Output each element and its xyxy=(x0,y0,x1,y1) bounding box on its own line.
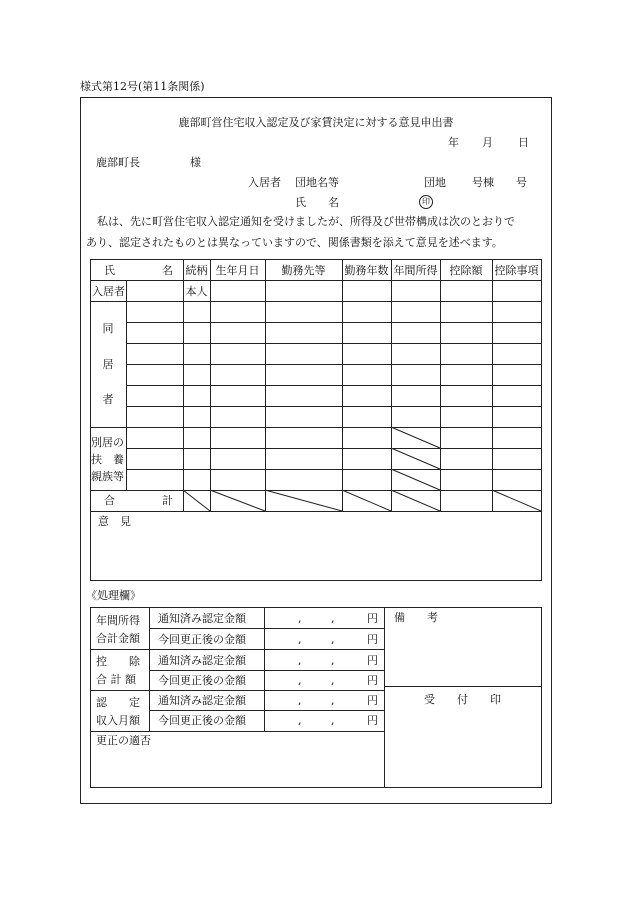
remarks-label: 備 考 xyxy=(394,611,438,624)
header-name-b: 名 xyxy=(162,264,173,277)
dependents-line-2: 扶 養 xyxy=(91,453,124,466)
group-1-row-2-sep1: , xyxy=(298,633,302,646)
header-birthdate: 生年月日 xyxy=(215,264,260,277)
group-2-label-line-1: 控 除 xyxy=(96,655,140,668)
unit-suffix: 号 xyxy=(516,176,527,189)
header-deduction: 控除額 xyxy=(449,264,483,277)
group-1-row-2-unit: 円 xyxy=(367,633,378,646)
group-1-row-1-label: 通知済み認定金額 xyxy=(158,612,246,625)
header-relation: 続柄 xyxy=(185,264,208,277)
date-day: 日 xyxy=(518,136,529,149)
header-name-a: 氏 xyxy=(104,264,115,277)
receipt-label: 受 付 印 xyxy=(424,693,501,706)
group-2-row-1-sep2: , xyxy=(331,654,335,667)
group-1-row-2-sep2: , xyxy=(331,633,335,646)
addressee-honorific: 様 xyxy=(190,156,201,169)
group-2-row-2-label: 今回更正後の金額 xyxy=(158,674,246,687)
resident-relation: 本人 xyxy=(185,285,208,298)
addressee-name: 鹿部町長 xyxy=(96,156,140,169)
dependents-line-3: 親族等 xyxy=(91,470,124,483)
group-3-label-line-1: 認 定 xyxy=(96,696,140,709)
group-1-row-1-unit: 円 xyxy=(367,612,378,625)
group-3-row-1-label: 通知済み認定金額 xyxy=(158,694,246,707)
applicant-label: 入居者 xyxy=(248,176,281,189)
group-1-label-line-2: 合計金額 xyxy=(96,632,140,645)
date-year: 年 xyxy=(448,136,459,149)
group-1-row-1-sep1: , xyxy=(298,612,302,625)
header-workplace: 勤務先等 xyxy=(281,264,326,277)
cohabitant-char-3: 者 xyxy=(102,393,114,406)
cohabitant-char-1: 同 xyxy=(102,322,114,335)
group-2-row-1-unit: 円 xyxy=(367,654,378,667)
group-1-row-1-sep2: , xyxy=(331,612,335,625)
cohabitant-char-2: 居 xyxy=(102,358,114,371)
group-3-row-1-unit: 円 xyxy=(367,694,378,707)
date-month: 月 xyxy=(482,136,493,149)
header-years: 勤務年数 xyxy=(344,264,389,277)
statement-line-1: 私は、先に町営住宅収入認定通知を受けましたが、所得及び世帯構成は次のとおりで xyxy=(86,215,515,228)
header-deduction-item: 控除事項 xyxy=(494,264,539,277)
group-1-label-line-1: 年間所得 xyxy=(96,614,140,627)
applicant-name-label: 氏 名 xyxy=(295,196,339,209)
group-2-row-2-sep1: , xyxy=(298,674,302,687)
dependents-line-1: 別居の xyxy=(91,436,124,449)
statement-line-2: あり、認定されたものとは異なっていますので、関係書類を添えて意見を述べます。 xyxy=(86,236,503,249)
group-3-label-line-2: 収入月額 xyxy=(96,714,140,727)
group-1-row-2-label: 今回更正後の金額 xyxy=(158,633,246,646)
total-label-b: 計 xyxy=(162,494,173,507)
estate-suffix: 団地 xyxy=(424,176,446,189)
correction-label: 更正の適否 xyxy=(96,734,151,747)
group-2-row-1-sep1: , xyxy=(298,654,302,667)
building-suffix: 号棟 xyxy=(472,176,494,189)
seal-mark: 印 xyxy=(419,195,433,209)
opinion-label: 意 見 xyxy=(98,515,131,528)
group-2-label-line-2: 合 計 額 xyxy=(96,673,136,686)
group-3-row-2-unit: 円 xyxy=(367,714,378,727)
resident-label: 入居者 xyxy=(92,285,125,298)
group-3-row-1-sep1: , xyxy=(298,694,302,707)
group-3-row-2-sep1: , xyxy=(298,714,302,727)
total-label-a: 合 xyxy=(104,494,115,507)
header-income: 年間所得 xyxy=(393,264,438,277)
processing-heading: 《処理欄》 xyxy=(86,589,141,602)
group-2-row-2-unit: 円 xyxy=(367,674,378,687)
household-table-border xyxy=(91,260,542,581)
group-3-row-2-sep2: , xyxy=(331,714,335,727)
group-2-row-1-label: 通知済み認定金額 xyxy=(158,654,246,667)
form-number: 様式第12号(第11条関係) xyxy=(80,80,205,93)
form-title: 鹿部町営住宅収入認定及び家賃決定に対する意見申出書 xyxy=(178,116,454,129)
estate-label: 団地名等 xyxy=(295,176,339,189)
group-2-row-2-sep2: , xyxy=(331,674,335,687)
group-3-row-1-sep2: , xyxy=(331,694,335,707)
group-3-row-2-label: 今回更正後の金額 xyxy=(158,714,246,727)
